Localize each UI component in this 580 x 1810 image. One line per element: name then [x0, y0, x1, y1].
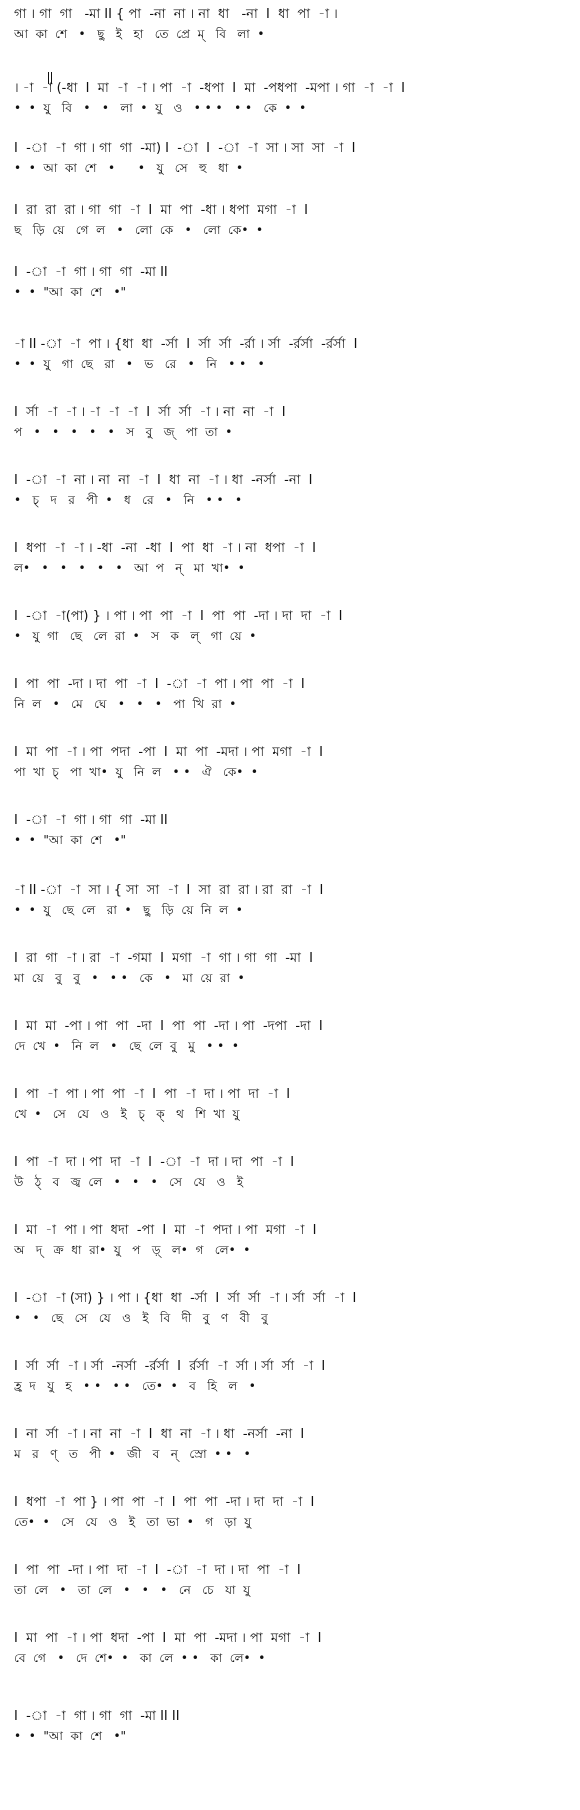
lyric-line: পা খা চ্ পা খা• যু নি ল • • ঐ কে• • [14, 765, 259, 779]
swara-line: -া II -া -া সা । { সা সা -া I সা রা রা । রা রা -া I [14, 883, 324, 898]
stanza [14, 6, 570, 42]
stanza [14, 676, 570, 712]
swara-line: I রা রা রা । গা গা -া I মা পা -ধা । ধপা মগা -া I [14, 203, 308, 218]
stanza [14, 540, 570, 576]
swara-line: I -া -া গা । গা গা -মা) I -া I -া -া সা । সা সা -া I [14, 141, 356, 156]
swara-line: I -া -া না । না না -া I ধা না -া । ধা -নর্সা -না I [14, 473, 313, 488]
lyric-line: ল• • • • • • আ প ন্ মা খা• • [14, 561, 245, 575]
stanza [14, 1358, 570, 1394]
lyric-line: হ্র দ যু হ • • • • তে• • ব হি ল • [14, 1379, 256, 1393]
stanza [14, 1086, 570, 1122]
stanza [14, 1018, 570, 1054]
stanza [14, 744, 570, 780]
lyric-line: • • আ কা শে • • যু সে হু ধা • [14, 161, 244, 175]
stanza [14, 1290, 570, 1326]
swara-line: I -া -া (সা) } । পা । {ধা ধা -র্সা I র্সা র্সা -া । র্সা র্সা -া I [14, 1291, 357, 1306]
stanza [14, 404, 570, 440]
swara-line: । -া -া (-ধা I মা -া -া । পা -া -ধপা I মা -পধপা -মপা । গা -া -া I [14, 81, 406, 96]
stanza [14, 1494, 570, 1530]
swara-line: I মা -া পা । পা ধদা -পা I মা -া পদা । পা মগা -া I [14, 1223, 317, 1238]
stanza [14, 1708, 570, 1744]
lyric-line: তা লে • তা লে • • • নে চে যা যু [14, 1583, 251, 1597]
lyric-line: ম র ণ্ ত পী • জী ব ন্ স্রো • • • [14, 1447, 251, 1461]
stanza [14, 1630, 570, 1666]
stanza [14, 140, 570, 176]
swara-line: I মা পা -া । পা পদা -পা I মা পা -মদা । পা মগা -া I [14, 745, 323, 760]
swara-line: I র্সা -া -া । -া -া -া I র্সা র্সা -া । না না -া I [14, 405, 286, 420]
stanza [14, 1426, 570, 1462]
swara-line: I -া -া গা । গা গা -মা II [14, 265, 168, 280]
swara-line: I পা -া পা । পা পা -া I পা -া দা । পা দা -া I [14, 1087, 291, 1102]
lyric-line: • • যু বি • • লা • যু ও • • • • • কে • • [14, 101, 307, 115]
swara-line: I -া -া গা । গা গা -মা II II [14, 1709, 180, 1724]
lyric-line: • যু গা ছে লে রা • স ক ল্ গা য়ে • [14, 629, 257, 643]
stanza [14, 472, 570, 508]
swara-line: I না র্সা -া । না না -া I ধা না -া । ধা -নর্সা -না I [14, 1427, 305, 1442]
lyric-line: অ দ্ ক্র ধা রা• যু প ড়্ ল• গ লে• • [14, 1243, 251, 1257]
swara-line: I পা পা -দা । দা পা -া I -া -া পা । পা পা -া I [14, 677, 305, 692]
lyric-line: • • ছে সে যে ও ই বি দী বু ণ বী বু [14, 1311, 268, 1325]
stanza [14, 608, 570, 644]
lyric-line: প • • • • • স বু জ্ পা তা • [14, 425, 233, 439]
lyric-line: উ ঠ্ ব জ্ব লে • • • সে যে ও ই [14, 1175, 244, 1189]
stanza [14, 264, 570, 300]
swara-line: I ধপা -া -া । -ধা -না -ধা I পা ধা -া । না ধপা -া I [14, 541, 316, 556]
lyric-line: • • "আ কা শে •" [14, 285, 127, 299]
swara-line: I র্সা র্সা -া । র্সা -নর্সা -র্রর্সা I র্রর্সা -া র্সা । র্সা র্সা -া I [14, 1359, 326, 1374]
swara-line: I রা গা -া । রা -া -গমা I মগা -া গা । গা গা -মা I [14, 951, 313, 966]
lyric-line: • • "আ কা শে •" [14, 1729, 127, 1743]
lyric-line: মা য়ে বু বু • • • কে • মা য়ে রা • [14, 971, 245, 985]
swara-line: I ধপা -া পা } । পা পা -া I পা পা -দা । দা দা -া I [14, 1495, 315, 1510]
stanza [14, 202, 570, 238]
swara-line: I -া -া(পা) } । পা । পা পা -া I পা পা -দা । দা দা -া I [14, 609, 343, 624]
lyric-line: • • যু গা ছে রা • ভ রে • নি • • • [14, 357, 265, 371]
lyric-line: আ কা শে • ছু ই হা তে প্রে ম্ বি লা • [14, 27, 265, 41]
swara-line: I পা পা -দা । পা দা -া I -া -া দা । দা পা -া I [14, 1563, 301, 1578]
stanza [14, 1562, 570, 1598]
lyric-line: • • যু ছে লে রা • ছু ড়ি য়ে নি ল • [14, 903, 243, 917]
lyric-line: নি ল • মে ঘে • • • পা খি রা • [14, 697, 237, 711]
swara-line: I পা -া দা । পা দা -া I -া -া দা । দা পা -া I [14, 1155, 295, 1170]
stanza [14, 336, 570, 372]
lyric-line: ছ ড়ি য়ে গে ল • লো কে • লো কে• • [14, 223, 264, 237]
swara-line: গা । গা গা -মা II { পা -না না । না ধা -না I ধা পা -া । [14, 7, 338, 22]
lyric-line: বে গে • দে শে• • কা লে • • কা লে• • [14, 1651, 266, 1665]
stanza [14, 1222, 570, 1258]
stanza [14, 812, 570, 848]
stanza [14, 80, 570, 116]
swara-line: I মা পা -া । পা ধদা -পা I মা পা -মদা । পা মগা -া I [14, 1631, 322, 1646]
swara-line: I মা মা -পা । পা পা -দা I পা পা -দা । পা -দপা -দা I [14, 1019, 323, 1034]
lyric-line: খে • সে যে ও ই চ্ ক্ থ শি খা যু [14, 1107, 240, 1121]
stanza [14, 950, 570, 986]
lyric-line: দে খে • নি ল • ছে লে বু মু • • • [14, 1039, 239, 1053]
lyric-line: • • "আ কা শে •" [14, 833, 127, 847]
stanza [14, 1154, 570, 1190]
swara-line: I -া -া গা । গা গা -মা II [14, 813, 168, 828]
lyric-line: তে• • সে যে ও ই তা ভা • গ ড়া যু [14, 1515, 252, 1529]
stanza [14, 882, 570, 918]
swara-line: -া II -া -া পা । {ধা ধা -র্সা I র্সা র্সা -র্রা । র্সা -র্রর্সা -র্রর্সা I [14, 337, 358, 352]
lyric-line: • চ্ দ র পী • ধ রে • নি • • • [14, 493, 243, 507]
